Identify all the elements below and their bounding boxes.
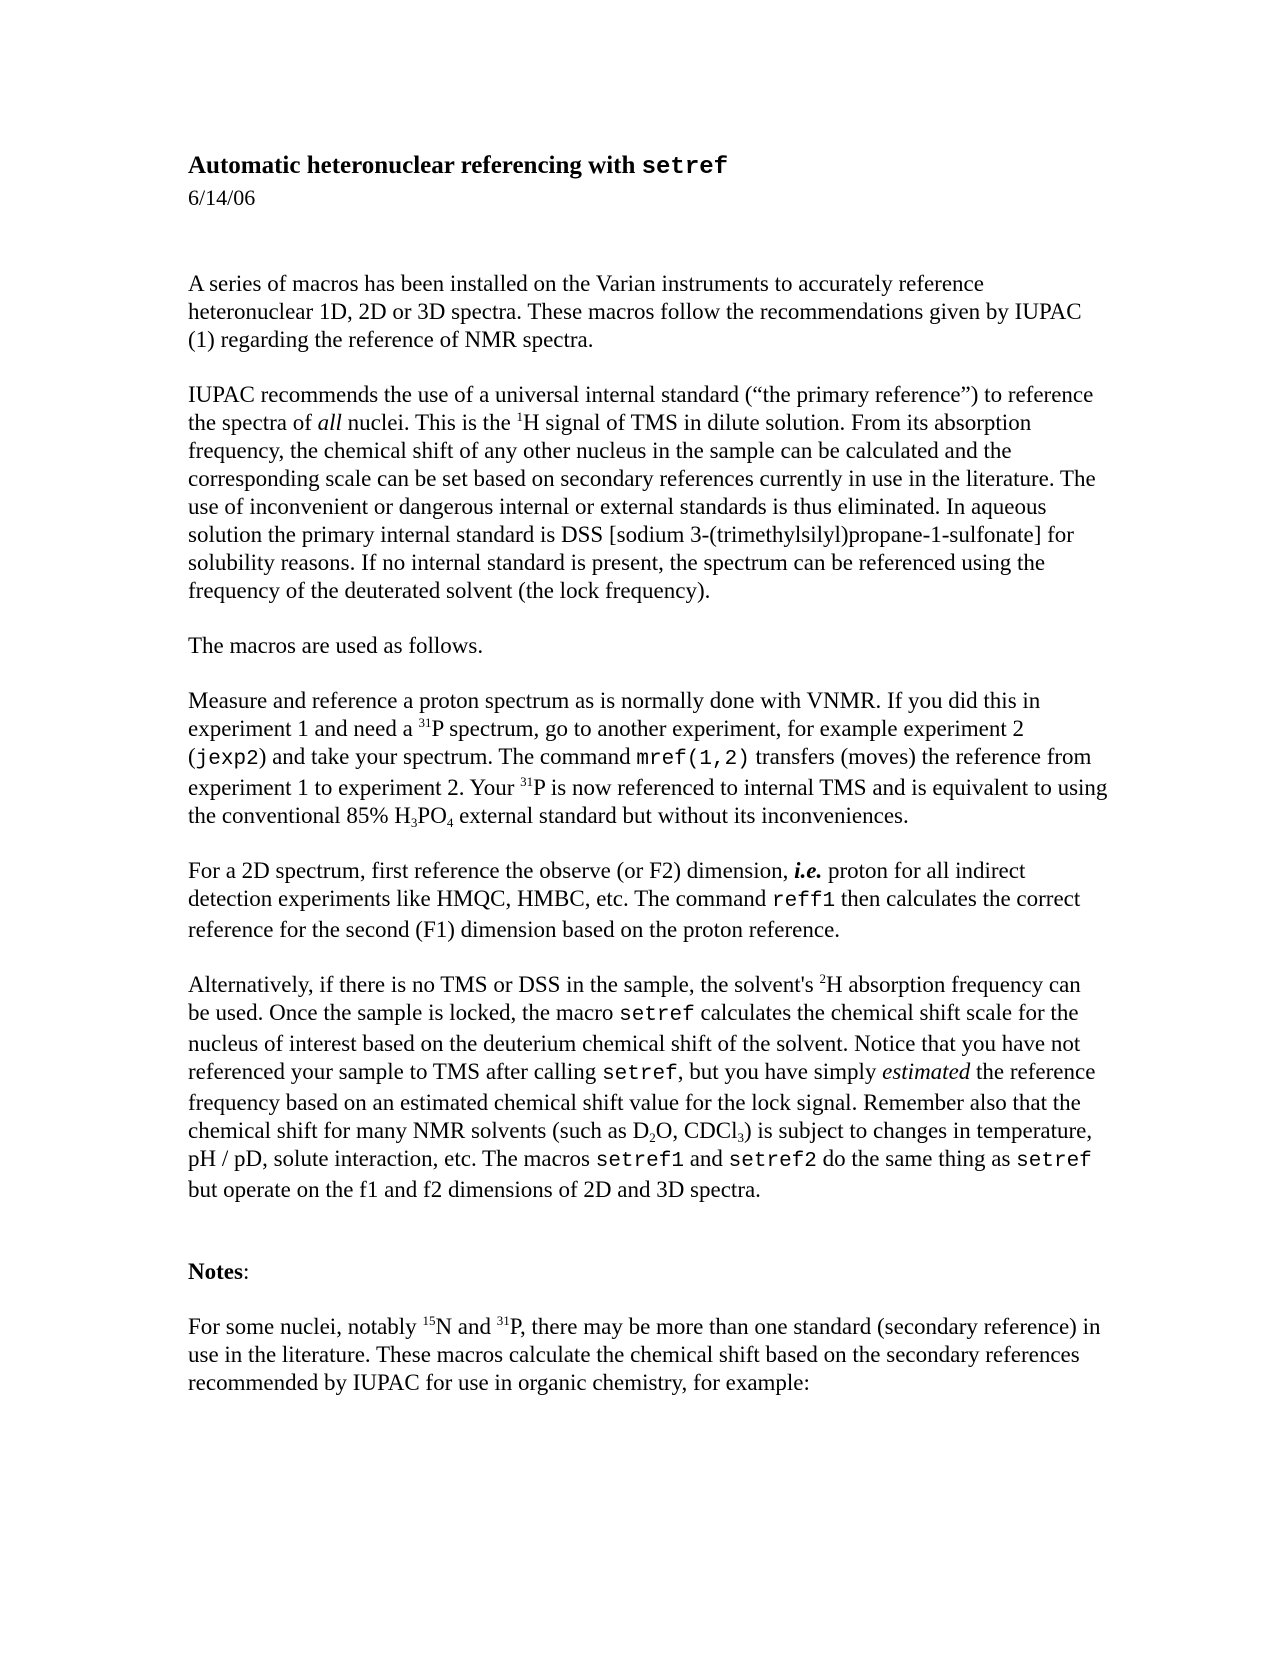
superscript: 15 [422,1313,436,1328]
superscript: 31 [418,715,432,730]
code-setref: setref [1016,1150,1092,1173]
superscript: 1 [516,409,524,424]
emphasis-ie: i.e. [794,858,823,883]
text-run: IUPAC recommends the use of a universal internal standard (“the primary reference”) to reference the spectra of [188,382,1094,435]
code-setref2: setref2 [728,1150,817,1173]
document-date: 6/14/06 [188,185,256,210]
paragraph-proton-reference [188,687,1108,830]
subscript: 4 [446,815,454,830]
document-body [188,150,1108,1397]
text-run: For some nuclei, notably [188,1314,423,1339]
paragraph-macros-usage: The macros are used as follows. [188,633,484,658]
text-run: , but you have simply [677,1059,883,1084]
emphasis-estimated: estimated [882,1059,971,1084]
text-run: H signal of TMS in dilute solution. From its absorption frequency, the chemical shift of any other nucleus in the sample can be calculated and the corresponding scale can be set based on secondary references currently in use in the literature. The use of inconvenient or dangerous internal or external standards is thus eliminated. In aqueous solution the primary internal standard is DSS [sodium 3-(trimethylsilyl)propane-1-sulfonate] for solubility reasons. If no internal standard is present, the spectrum can be referenced using the frequency of the deuterated solvent (the lock frequency). [188,410,1096,603]
code-setref: setref [602,1063,678,1086]
code-setref1: setref1 [595,1150,684,1173]
text-run: P, there may be more than one standard (secondary reference) in use in the literature. These macros calculate the chemical shift based on the secondary references recommended by IUPAC for use in organic chemistry, for example: [188,1314,1101,1395]
subscript: 3 [737,1130,744,1145]
text-run: Alternatively, if there is no TMS or DSS in the sample, the solvent's [188,972,820,997]
text-run: H absorption frequency can be used. Once the sample is locked, the macro [188,972,1081,1025]
text-run: then calculates the correct reference for the second (F1) dimension based on the proton reference. [188,886,1081,942]
text-run: the reference frequency based on an estimated chemical shift value for the lock signal. Remember also that the chemical shift for many NMR solvents (such as D [188,1059,1096,1143]
text-run: Measure and reference a proton spectrum as is normally done with VNMR. If you did this in experiment 1 and need a [188,688,1041,741]
subscript: 3 [410,815,418,830]
text-run: but operate on the f1 and f2 dimensions of 2D and 3D spectra. [188,1177,761,1202]
paragraph-notes [188,1313,1108,1397]
code-setref: setref [619,1004,695,1027]
text-run: ) is subject to changes in temperature, pH / pD, solute interaction, etc. The macros [188,1118,1093,1171]
notes-heading-text: Notes [188,1259,243,1284]
code-jexp2: jexp2 [195,748,259,771]
text-run: P is now referenced to internal TMS and is equivalent to using the conventional 85% H [188,775,1108,828]
text-run: ) and take your spectrum. The command [258,744,637,769]
superscript: 2 [819,971,826,986]
text-run: O, CDCl [655,1118,738,1143]
text-run: nuclei. This is the [341,410,517,435]
paragraph-intro: A series of macros has been installed on the Varian instruments to accurately reference heteronuclear 1D, 2D or 3D spectra. These macros follow the recommendations given by IUPAC (1) regarding the reference of NMR spectra. [188,271,1082,352]
text-run: external standard but without its inconveniences. [453,803,909,828]
text-run: N and [435,1314,497,1339]
text-run: calculates the chemical shift scale for the nucleus of interest based on the deuterium chemical shift of the solvent. Notice that you have not referenced your sample to TMS after calling [188,1000,1081,1084]
paragraph-lock-solvent [188,971,1108,1204]
subscript: 2 [649,1130,656,1145]
notes-colon: : [242,1259,250,1284]
emphasis-all: all [317,410,342,435]
paragraph-iupac [188,381,1108,605]
superscript: 31 [496,1313,510,1328]
text-run: and [683,1146,729,1171]
title-text: Automatic heteronuclear referencing with [188,152,642,179]
text-run: proton for all indirect detection experiments like HMQC, HMBC, etc. The command [188,858,1026,911]
notes-heading [188,1258,1108,1286]
document-title [188,150,1108,184]
text-run: For a 2D spectrum, first reference the observe (or F2) dimension, [188,858,795,883]
text-run: P spectrum, go to another experiment, for example experiment 2 ( [188,716,1025,769]
paragraph-2d-spectrum [188,857,1108,944]
code-reff1: reff1 [772,890,836,913]
title-code: setref [641,154,729,181]
text-run: do the same thing as [816,1146,1017,1171]
text-run: transfers (moves) the reference from experiment 1 to experiment 2. Your [188,744,1092,800]
superscript: 31 [520,774,534,789]
code-mref: mref(1,2) [636,748,750,771]
text-run: PO [417,803,447,828]
